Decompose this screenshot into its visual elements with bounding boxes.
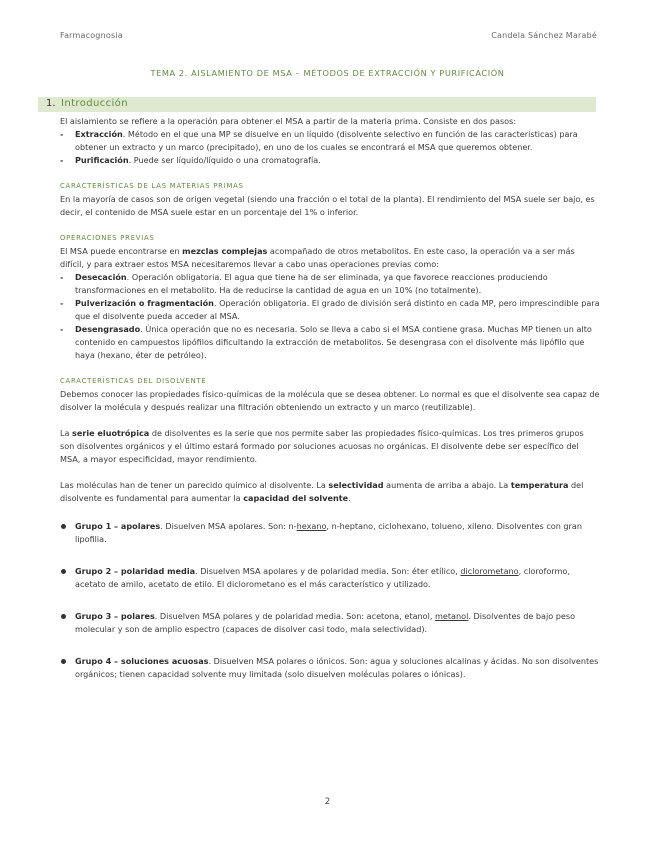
header-author: Candela Sánchez Marabé — [491, 31, 597, 40]
header-subject: Farmacognosia — [60, 31, 123, 40]
term: Grupo 3 – polares — [75, 611, 155, 621]
bold-term: capacidad del solvente — [243, 493, 349, 503]
term: Purificación — [75, 155, 129, 165]
document-title: TEMA 2. AISLAMIENTO DE MSA – MÉTODOS DE EXTRACCIÓN Y PURIFICACIÓN — [150, 68, 505, 78]
paragraph — [60, 245, 600, 271]
list-item — [60, 271, 600, 297]
term: Grupo 1 – apolares — [75, 521, 161, 531]
term: Extracción — [75, 129, 123, 139]
list-item-grupo-1 — [60, 520, 600, 546]
bold-term: serie eluotrópica — [72, 428, 150, 438]
subheading-operaciones-previas: OPERACIONES PREVIAS — [60, 234, 155, 242]
text-run: , n-heptano, ciclohexano, tolueno, xileno. Disolventes con gran lipofilia. — [75, 521, 582, 544]
section-title: Introducción — [61, 98, 128, 109]
term: Desecación — [75, 272, 127, 282]
page-number: 2 — [324, 797, 331, 807]
intro-paragraph: El aislamiento se refiere a la operación para obtener el MSA a partir de la materia prima. Consiste en dos pasos: — [60, 116, 517, 126]
list-item-grupo-3 — [60, 610, 600, 636]
paragraph — [60, 427, 600, 466]
bold-term: temperatura — [510, 480, 569, 490]
text-run: . Disuelven MSA polares o iónicos. Son: agua y soluciones alcalinas y ácidas. No son disolventes orgánicos; tienen capacidad solvente muy limitada (solo disuelven moléculas polares o iónicas). — [75, 656, 599, 679]
list-item — [60, 154, 600, 167]
term: Grupo 2 – polaridad media — [75, 566, 196, 576]
item-text: . Única operación que no es necesaria. Solo se lleva a cabo si el MSA contiene grasa. Muchas MP tienen un alto contenido en campuestos lipófilos dificultando la extracción de metabolitos. Se desengrasa con el disolvente más lipófilo que haya (hexano, éter de petróleo). — [75, 324, 592, 360]
text-run: La — [60, 428, 73, 438]
section-number: 1. — [46, 98, 56, 109]
text-run: acompañado de otros metabolitos. En este caso, la operación va a ser más difícil, y para extraer estos MSA necesitaremos llevar a cabo unas operaciones previas como: — [60, 246, 575, 269]
text-run: . Disuelven MSA apolares y de polaridad media. Son: éter etílico, — [195, 566, 461, 576]
term: Grupo 4 – soluciones acuosas — [75, 656, 209, 666]
paragraph — [60, 479, 600, 505]
text-run: . — [348, 493, 351, 503]
text-run: aumenta de arriba a abajo. La — [383, 480, 511, 490]
term: Desengrasado — [75, 324, 141, 334]
underlined-term: hexano — [296, 521, 327, 531]
text-run: , cloroformo, acetato de amilo, acetato de etilo. El diclorometano es el más característico y utilizado. — [75, 566, 570, 589]
item-text: . Puede ser líquido/líquido o una cromatografía. — [128, 155, 321, 165]
term: Pulverización o fragmentación — [75, 298, 214, 308]
list-item — [60, 323, 600, 362]
underlined-term: metanol — [435, 611, 469, 621]
text-run: de disolventes es la serie que nos permite saber las propiedades físico-químicas. Los tres primeros grupos son disolventes orgánicos y el último estará formado por soluciones acuosas no orgánicas. El disolvente debe ser específico del MSA, a mayor especificidad, mayor rendimiento. — [60, 428, 584, 464]
list-item-grupo-2 — [60, 565, 600, 591]
text-run: El MSA puede encontrarse en — [60, 246, 183, 256]
item-text: . Método en el que una MP se disuelve en un líquido (disolvente selectivo en función de las características) para obtener un extracto y un marco (precipitado), en uno de los cuales se encontrará el MSA que queremos obtener. — [75, 129, 578, 152]
list-item — [60, 297, 600, 323]
list-item — [60, 128, 600, 154]
subheading-materias-primas: CARACTERÍSTICAS DE LAS MATERIAS PRIMAS — [60, 182, 244, 190]
item-text: . Operación obligatoria. El grado de división será distinto en cada MP, pero imprescindible para que el disolvente pueda acceder al MSA. — [75, 298, 600, 321]
subheading-disolvente: CARACTERÍSTICAS DEL DISOLVENTE — [60, 377, 207, 385]
text-run: . Disuelven MSA apolares. Son: n- — [160, 521, 297, 531]
text-run: del disolvente es fundamental para aumentar la — [60, 480, 584, 503]
bold-term: mezclas complejas — [182, 246, 268, 256]
text-run: . Disolventes de bajo peso molecular y son de amplio espectro (capaces de disolver casi todo, mala selectividad). — [75, 611, 576, 634]
bold-term: selectividad — [328, 480, 384, 490]
item-text: . Operación obligatoria. El agua que tiene ha de ser eliminada, ya que favorece reacciones produciendo transformaciones en el metabolito. Ha de reducirse la cantidad de agua en un 10% (no totalmente). — [75, 272, 548, 295]
text-run: Las moléculas han de tener un parecido químico al disolvente. La — [60, 480, 329, 490]
paragraph: En la mayoría de casos son de origen vegetal (siendo una fracción o el total de la planta). El rendimiento del MSA suele ser bajo, es decir, el contenido de MSA suele estar en un porcentaje del 1% o inferior. — [60, 194, 595, 217]
paragraph: Debemos conocer las propiedades físico-químicas de la molécula que se desea obtener. Lo normal es que el disolvente sea capaz de disolver la molécula y después realizar una filtración obteniendo un extracto y un marco (reutilizable). — [60, 389, 600, 412]
list-item-grupo-4 — [60, 655, 600, 681]
document-body — [60, 115, 600, 681]
text-run: . Disuelven MSA polares y de polaridad media. Son: acetona, etanol, — [154, 611, 435, 621]
underlined-term: diclorometano — [460, 566, 519, 576]
